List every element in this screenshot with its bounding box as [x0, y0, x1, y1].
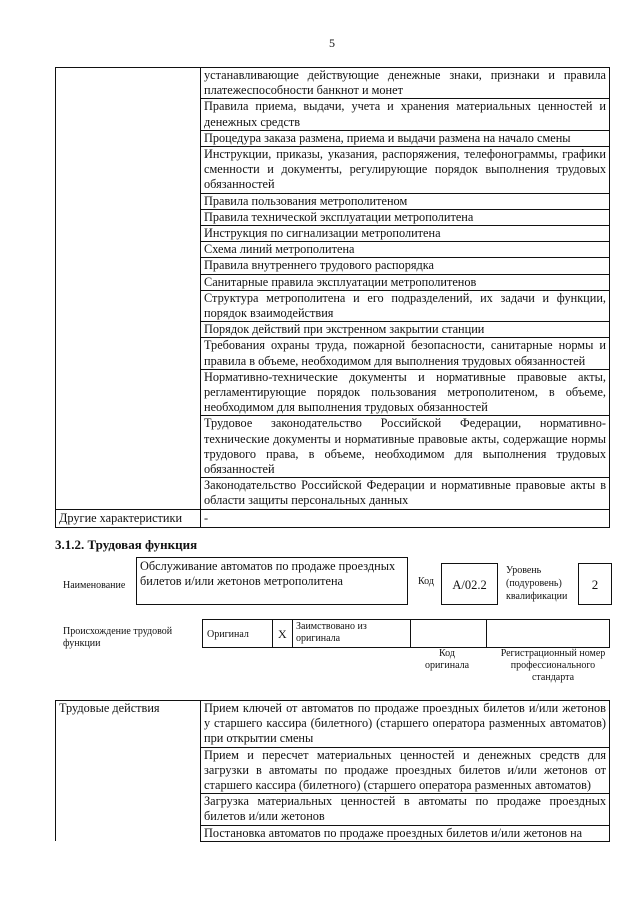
knowledge-item: Порядок действий при экстренном закрытии станции — [201, 322, 610, 338]
knowledge-item: Законодательство Российской Федерации и нормативные правовые акты в области защиты персональных данных — [201, 478, 610, 509]
knowledge-table — [55, 67, 610, 528]
level-label: Уровень (подуровень) квалификации — [506, 565, 568, 602]
code-original-label: Код оригинала — [424, 648, 470, 671]
action-item: Прием и пересчет материальных ценностей и денежных средств для загрузки в автоматы по продаже проездных билетов и/или жетонов от старшего кассира (билетного) (старшего оператора разменных автоматов) — [201, 747, 610, 794]
knowledge-item: Правила пользования метрополитеном — [201, 193, 610, 209]
knowledge-item: Нормативно-технические документы и нормативные правовые акты, регламентирующие порядок пользования метрополитеном, в объеме, необходимом для выполнения трудовых обязанностей — [201, 369, 610, 416]
actions-table — [55, 700, 610, 842]
table-row — [56, 701, 610, 748]
knowledge-item: Требования охраны труда, пожарной безопасности, санитарные нормы и правила в объеме, необходимом для выполнения трудовых обязанностей — [201, 338, 610, 369]
code-original-cell — [411, 620, 487, 647]
action-item: Прием ключей от автоматов по продаже проездных билетов и/или жетонов у старшего кассира (билетного) (старшего оператора разменных автоматов) при открытии смены — [201, 701, 610, 748]
table-row — [56, 509, 610, 527]
level-box: 2 — [578, 563, 612, 605]
knowledge-item: устанавливающие действующие денежные знаки, признаки и правила платежеспособности банкнот и монет — [201, 68, 610, 99]
function-code-box: А/02.2 — [441, 563, 498, 605]
knowledge-item: Правила внутреннего трудового распорядка — [201, 258, 610, 274]
knowledge-item: Инструкция по сигнализации метрополитена — [201, 226, 610, 242]
knowledge-item: Структура метрополитена и его подразделений, их задачи и функции, порядок взаимодействия — [201, 290, 610, 321]
original-mark: X — [278, 627, 287, 641]
code-label: Код — [418, 576, 434, 587]
knowledge-item: Правила технической эксплуатации метрополитена — [201, 209, 610, 225]
knowledge-item: Инструкции, приказы, указания, распоряжения, телефонограммы, графики сменности и документы, регулирующие порядок выполнения трудовых обязанностей — [201, 147, 610, 194]
knowledge-item: Правила приема, выдачи, учета и хранения материальных ценностей и денежных средств — [201, 99, 610, 130]
knowledge-label-cell — [56, 68, 201, 510]
knowledge-item: Схема линий метрополитена — [201, 242, 610, 258]
actions-label: Трудовые действия — [56, 701, 201, 842]
borrowed-label: Заимствовано из оригинала — [296, 621, 367, 644]
knowledge-item: Трудовое законодательство Российской Федерации, нормативно-технические документы и нормативные правовые акты, содержащие нормы трудового права, в объеме, необходимом для выполнения трудовых обязанностей — [201, 416, 610, 478]
page-number: 5 — [329, 36, 335, 50]
function-name-box: Обслуживание автоматов по продаже проездных билетов и/или жетонов метрополитена — [136, 557, 408, 605]
origin-row — [202, 619, 610, 648]
other-characteristics-value: - — [201, 509, 610, 527]
section-title: 3.1.2. Трудовая функция — [55, 537, 198, 552]
origin-label: Происхождение трудовой функции — [63, 626, 173, 649]
original-mark-cell — [273, 620, 293, 647]
table-row — [56, 68, 610, 99]
borrowed-cell — [293, 620, 411, 647]
knowledge-item: Процедура заказа размена, приема и выдачи размена на начало смены — [201, 130, 610, 146]
name-label: Наименование — [63, 580, 126, 591]
action-item: Постановка автоматов по продаже проездных билетов и/или жетонов на — [201, 825, 610, 841]
knowledge-item: Санитарные правила эксплуатации метрополитенов — [201, 274, 610, 290]
original-label: Оригинал — [207, 629, 249, 640]
reg-number-label: Регистрационный номер профессионального стандарта — [500, 648, 606, 683]
original-cell — [203, 620, 273, 647]
action-item: Загрузка материальных ценностей в автоматы по продаже проездных билетов и/или жетонов — [201, 794, 610, 825]
other-characteristics-label: Другие характеристики — [56, 509, 201, 527]
